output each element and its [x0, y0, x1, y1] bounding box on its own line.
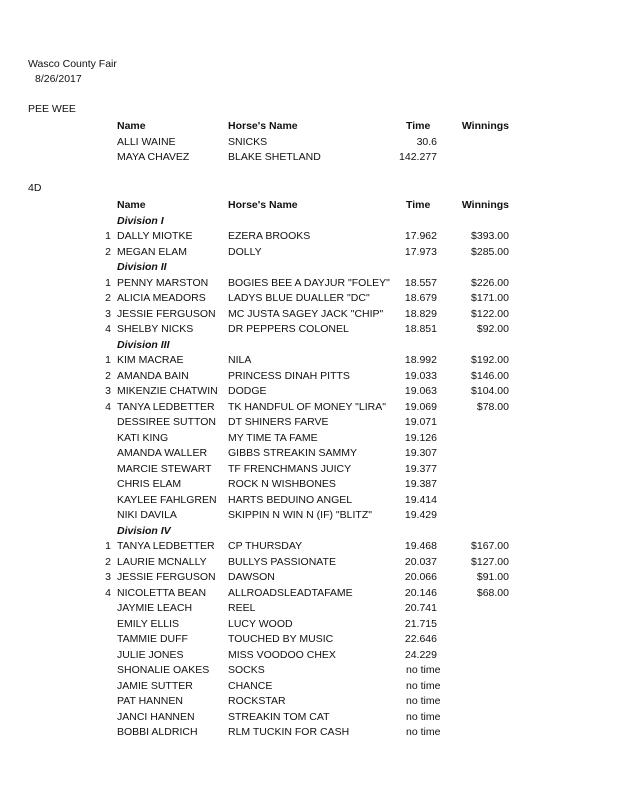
- horse-name: TF FRENCHMANS JUICY: [228, 462, 352, 475]
- division-label: Division III: [117, 338, 170, 351]
- rider-name: AMANDA WALLER: [117, 447, 208, 459]
- horse-name: DAWSON: [228, 571, 275, 583]
- header-time: Time: [406, 120, 431, 132]
- winnings-amount: $393.00: [471, 230, 509, 242]
- horse-name: MY TIME TA FAME: [228, 431, 318, 444]
- rider-name: KIM MACRAE: [117, 354, 184, 366]
- horse-name: DODGE: [228, 385, 267, 397]
- section-title: PEE WEE: [28, 103, 76, 115]
- rider-name: JAYMIE LEACH: [117, 602, 193, 614]
- winnings-amount: $192.00: [471, 354, 509, 366]
- run-time: 20.741: [404, 602, 437, 614]
- horse-name: REEL: [228, 602, 256, 614]
- winnings-amount: $171.00: [471, 292, 509, 304]
- place-number: 1: [105, 276, 111, 289]
- horse-name: CP THURSDAY: [228, 540, 303, 552]
- rider-name: BOBBI ALDRICH: [117, 726, 198, 738]
- winnings-amount: $78.00: [476, 400, 509, 413]
- winnings-amount: $127.00: [471, 555, 509, 568]
- run-time: 17.973: [404, 245, 437, 258]
- run-time: 19.307: [404, 447, 437, 459]
- place-number: 3: [105, 385, 111, 397]
- horse-name: TK HANDFUL OF MONEY "LIRA": [228, 400, 386, 413]
- winnings-amount: $122.00: [471, 307, 509, 320]
- rider-name: ALLI WAINE: [117, 135, 176, 148]
- run-time: 18.557: [404, 276, 437, 289]
- run-time: 19.071: [404, 416, 437, 428]
- place-number: 2: [105, 555, 111, 568]
- run-time: 19.414: [404, 493, 437, 506]
- rider-name: TAMMIE DUFF: [117, 633, 188, 645]
- winnings-amount: $146.00: [471, 369, 509, 382]
- rider-name: JULIE JONES: [117, 648, 184, 661]
- run-time: 19.069: [404, 400, 437, 413]
- header-name: Name: [117, 120, 146, 132]
- horse-name: PRINCESS DINAH PITTS: [228, 369, 350, 382]
- place-number: 3: [105, 571, 111, 583]
- run-time: no time: [406, 726, 441, 738]
- rider-name: NICOLETTA BEAN: [117, 586, 207, 599]
- horse-name: RLM TUCKIN FOR CASH: [228, 726, 350, 738]
- rider-name: MEGAN ELAM: [117, 245, 188, 258]
- horse-name: DT SHINERS FARVE: [228, 416, 329, 428]
- run-time: no time: [406, 695, 441, 707]
- rider-name: PAT HANNEN: [117, 695, 183, 707]
- horse-name: ROCKSTAR: [228, 695, 286, 707]
- horse-name: ROCK N WISHBONES: [228, 478, 336, 490]
- run-time: no time: [406, 679, 441, 692]
- place-number: 1: [105, 540, 111, 552]
- winnings-amount: $92.00: [476, 323, 509, 335]
- horse-name: GIBBS STREAKIN SAMMY: [228, 447, 357, 459]
- place-number: 4: [105, 586, 111, 599]
- rider-name: ALICIA MEADORS: [117, 292, 206, 304]
- division-label: Division I: [117, 214, 164, 227]
- run-time: 30.6: [416, 135, 437, 148]
- horse-name: SOCKS: [228, 664, 265, 676]
- place-number: 1: [105, 354, 111, 366]
- rider-name: JESSIE FERGUSON: [117, 571, 216, 583]
- rider-name: TANYA LEDBETTER: [117, 540, 215, 552]
- horse-name: BLAKE SHETLAND: [228, 151, 321, 163]
- winnings-amount: $68.00: [476, 586, 509, 599]
- rider-name: KATI KING: [117, 431, 169, 444]
- place-number: 4: [105, 400, 111, 413]
- horse-name: BOGIES BEE A DAYJUR "FOLEY": [228, 276, 390, 289]
- winnings-amount: $167.00: [471, 540, 509, 552]
- horse-name: LADYS BLUE DUALLER "DC": [228, 292, 370, 304]
- run-time: 19.063: [404, 385, 437, 397]
- winnings-amount: $226.00: [471, 276, 509, 289]
- header-winnings: Winnings: [461, 120, 509, 132]
- division-label: Division IV: [117, 524, 171, 537]
- rider-name: EMILY ELLIS: [117, 617, 180, 630]
- event-title: Wasco County Fair: [28, 58, 117, 70]
- place-number: 1: [105, 230, 111, 242]
- run-time: 24.229: [404, 648, 437, 661]
- run-time: 20.066: [404, 571, 437, 583]
- place-number: 4: [105, 323, 111, 335]
- horse-name: SKIPPIN N WIN N (IF) "BLITZ": [228, 509, 372, 521]
- run-time: 22.646: [404, 633, 437, 645]
- rider-name: AMANDA BAIN: [117, 369, 189, 382]
- horse-name: LUCY WOOD: [228, 617, 293, 630]
- run-time: 18.851: [404, 323, 437, 335]
- rider-name: DESSIREE SUTTON: [117, 416, 216, 428]
- place-number: 2: [105, 292, 111, 304]
- run-time: 19.468: [404, 540, 437, 552]
- winnings-amount: $285.00: [471, 245, 509, 258]
- rider-name: LAURIE MCNALLY: [117, 555, 207, 568]
- run-time: 20.037: [404, 555, 437, 568]
- run-time: no time: [406, 710, 441, 723]
- run-time: 21.715: [404, 617, 437, 630]
- horse-name: SNICKS: [228, 135, 268, 148]
- rider-name: JAMIE SUTTER: [117, 679, 193, 692]
- horse-name: DR PEPPERS COLONEL: [228, 323, 349, 335]
- rider-name: TANYA LEDBETTER: [117, 400, 215, 413]
- horse-name: ALLROADSLEADTAFAME: [228, 586, 353, 599]
- rider-name: PENNY MARSTON: [117, 276, 209, 289]
- header-winnings: Winnings: [461, 199, 509, 211]
- run-time: 18.679: [404, 292, 437, 304]
- run-time: 142.277: [399, 151, 437, 163]
- horse-name: NILA: [228, 354, 252, 366]
- header-horse: Horse's Name: [228, 120, 298, 132]
- rider-name: SHELBY NICKS: [117, 323, 194, 335]
- header-time: Time: [406, 199, 431, 211]
- horse-name: CHANCE: [228, 679, 273, 692]
- rider-name: MAYA CHAVEZ: [117, 151, 190, 163]
- run-time: 19.377: [404, 462, 437, 475]
- winnings-amount: $91.00: [476, 571, 509, 583]
- rider-name: KAYLEE FAHLGREN: [117, 493, 217, 506]
- rider-name: MARCIE STEWART: [117, 462, 212, 475]
- rider-name: DALLY MIOTKE: [117, 230, 193, 242]
- header-horse: Horse's Name: [228, 199, 298, 211]
- run-time: 19.126: [404, 431, 437, 444]
- run-time: 18.829: [404, 307, 437, 320]
- run-time: 19.033: [404, 369, 437, 382]
- section-title: 4D: [28, 182, 42, 194]
- division-label: Division II: [117, 261, 167, 273]
- winnings-amount: $104.00: [471, 385, 509, 397]
- horse-name: MC JUSTA SAGEY JACK "CHIP": [228, 307, 384, 320]
- rider-name: SHONALIE OAKES: [117, 664, 210, 676]
- place-number: 3: [105, 307, 111, 320]
- run-time: 19.387: [404, 478, 437, 490]
- rider-name: JESSIE FERGUSON: [117, 307, 216, 320]
- header-name: Name: [117, 199, 146, 211]
- rider-name: CHRIS ELAM: [117, 478, 182, 490]
- horse-name: STREAKIN TOM CAT: [228, 710, 330, 723]
- run-time: 20.146: [404, 586, 437, 599]
- event-date: 8/26/2017: [35, 73, 82, 85]
- horse-name: EZERA BROOKS: [228, 230, 311, 242]
- run-time: 18.992: [404, 354, 437, 366]
- run-time: 19.429: [404, 509, 437, 521]
- horse-name: DOLLY: [228, 245, 262, 258]
- horse-name: BULLYS PASSIONATE: [228, 555, 336, 568]
- rider-name: NIKI DAVILA: [117, 509, 177, 521]
- horse-name: MISS VOODOO CHEX: [228, 648, 336, 661]
- place-number: 2: [105, 369, 111, 382]
- rider-name: JANCI HANNEN: [117, 710, 195, 723]
- run-time: no time: [406, 664, 441, 676]
- horse-name: HARTS BEDUINO ANGEL: [228, 493, 353, 506]
- run-time: 17.962: [404, 230, 437, 242]
- place-number: 2: [105, 245, 111, 258]
- rider-name: MIKENZIE CHATWIN: [117, 385, 218, 397]
- horse-name: TOUCHED BY MUSIC: [228, 633, 334, 645]
